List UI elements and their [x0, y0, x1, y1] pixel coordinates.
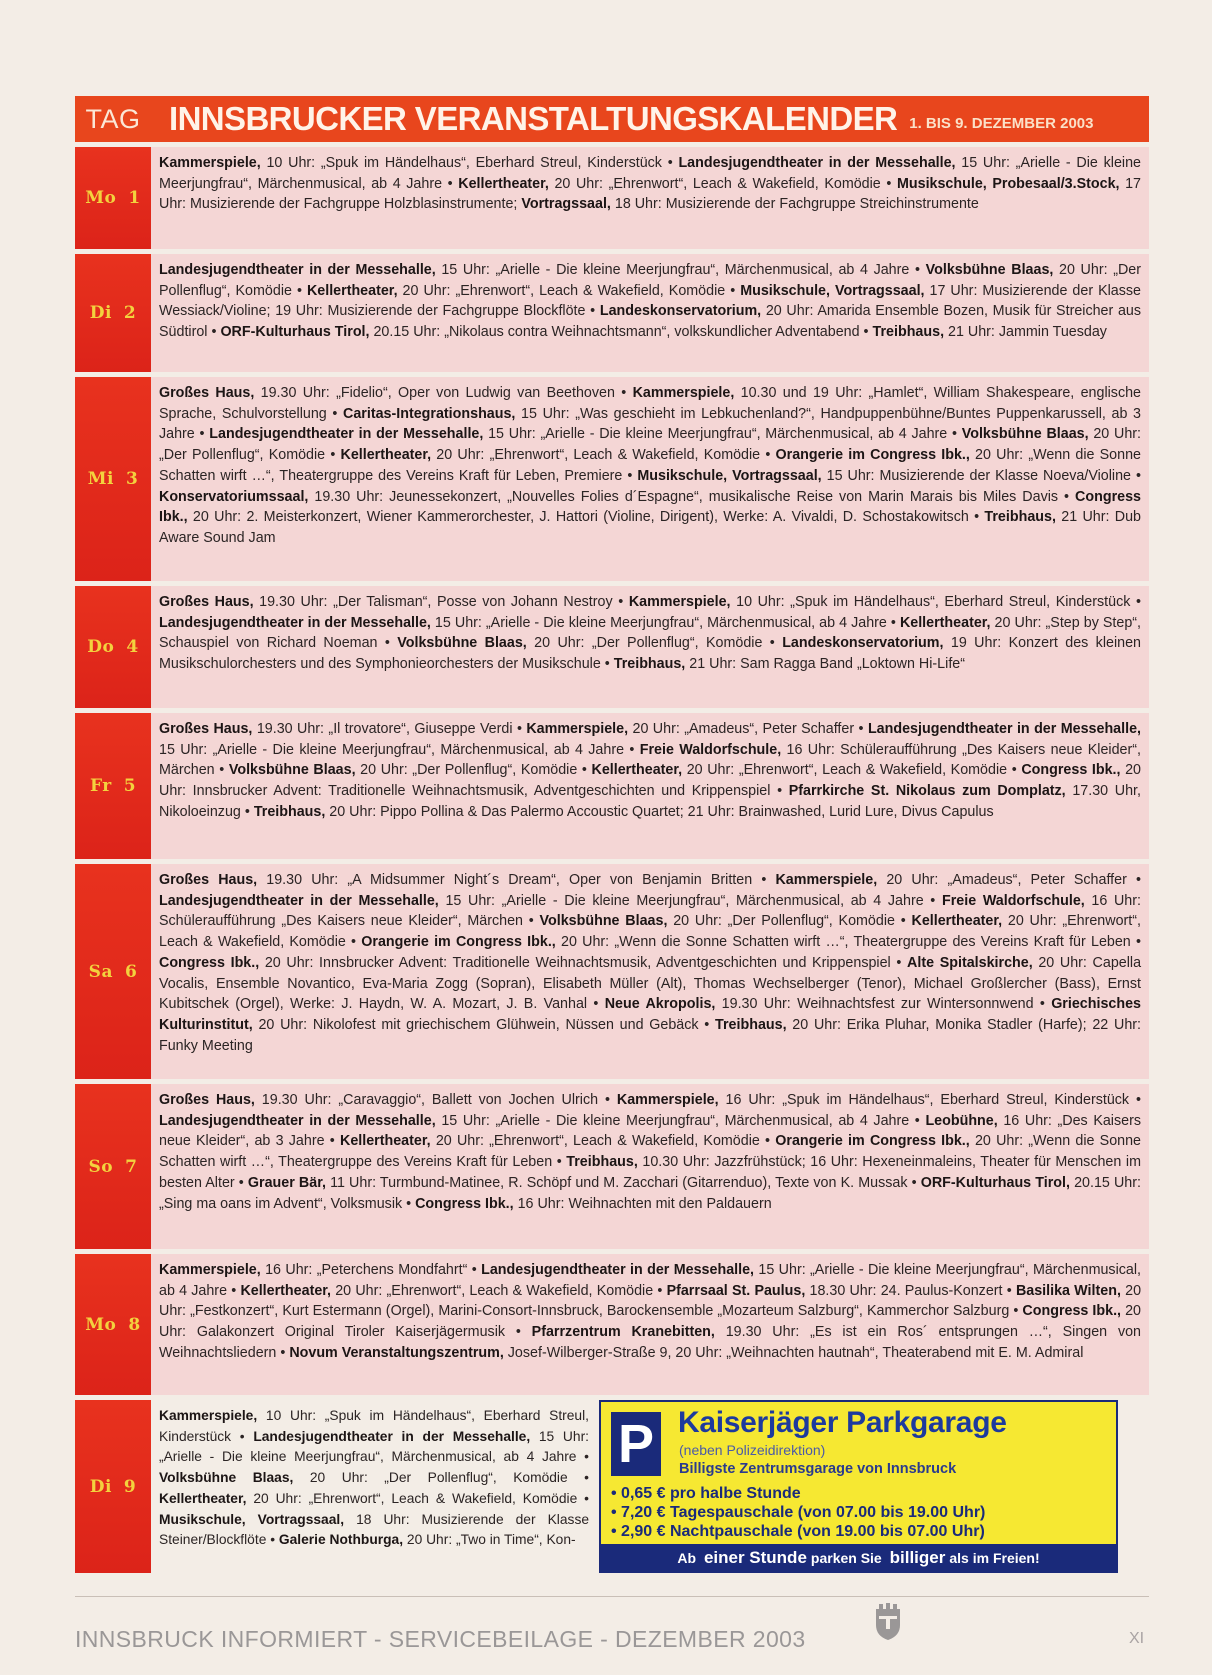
venue-name: Kammerspiele, [775, 872, 878, 888]
venue-name: Volksbühne Blaas, [397, 635, 527, 652]
event-details: 20 Uhr: „Wenn die Sonne Schatten wirft …“, Theatergruppe des Vereins Kraft für Leben • [555, 934, 1141, 951]
venue-name: Landesjugendtheater in der Messehalle, [867, 721, 1141, 737]
venue-name: Congress Ibk., [1022, 1303, 1122, 1320]
venue-name: Kellertheater, [340, 1133, 431, 1150]
event-details: 19.30 Uhr: „Il trovatore“, Giuseppe Verdi • [252, 721, 527, 737]
venue-name: Treibhaus, [984, 509, 1056, 526]
header-tag-label: TAG [85, 103, 141, 134]
price-list [611, 1484, 985, 1541]
venue-name: Kellertheater, [911, 913, 1003, 930]
event-details: 15 Uhr: „Arielle - Die kleine Meerjungfrau“, Märchenmusical, ab 4 Jahre • [159, 1262, 1141, 1299]
event-details: 20 Uhr: Pippo Pollina & Das Palermo Accoustic Quartet; 21 Uhr: Brainwashed, Lurid Lure, Divus Capulus [325, 803, 994, 820]
venue-name: Treibhaus, [566, 1154, 638, 1171]
venue-name: Kellertheater, [306, 282, 398, 299]
day-events [151, 1400, 599, 1573]
weekday-abbr: Fr [89, 776, 112, 796]
event-details: 19.30 Uhr: „A Midsummer Night´s Dream“, Oper von Benjamin Britten • [257, 872, 776, 888]
venue-name: Pfarrkirche St. Nikolaus zum Domplatz, [788, 783, 1066, 800]
event-calendar [75, 96, 1149, 1573]
venue-name: Alte Spitalskirche, [907, 954, 1033, 971]
day-label [75, 586, 151, 708]
weekday-abbr: Mo [85, 188, 117, 208]
venue-name: Kammerspiele, [159, 1262, 261, 1278]
event-details: 15 Uhr: Musizierende der Klasse Noeva/Violine • [821, 467, 1141, 484]
venue-name: Kellertheater, [159, 1490, 247, 1506]
event-details: 19.30 Uhr: „Caravaggio“, Ballett von Jochen Ulrich • [254, 1092, 617, 1108]
venue-name: Basilika Wilten, [1015, 1282, 1121, 1299]
venue-name: ORF-Kulturhaus Tirol, [220, 324, 370, 341]
day-label [75, 1084, 151, 1249]
price-item: • 0,65 € pro halbe Stunde [611, 1485, 801, 1502]
footer-publication: INNSBRUCK INFORMIERT - SERVICEBEILAGE - DEZEMBER 2003 [75, 1626, 806, 1652]
day-events [151, 147, 1149, 249]
event-details: 20 Uhr: „Amadeus“, Peter Schaffer • [877, 872, 1141, 888]
venue-name: Großes Haus, [159, 872, 258, 888]
event-details: 20 Uhr: „Ehrenwort“, Leach & Wakefield, Komödie • [246, 1490, 589, 1506]
weekday-abbr: Di [89, 303, 112, 323]
venue-name: Treibhaus, [715, 1016, 787, 1033]
event-details: 19 Uhr: Konzert des kleinen Musikschulorchesters und des Symphonieorchesters der Musikschule • [159, 635, 1141, 673]
event-details: 18 Uhr: Musizierende der Fachgruppe Streichinstrumente [610, 196, 979, 213]
event-details: 16 Uhr: Schüleraufführung „Des Kaisers neue Kleider“, Märchen • [159, 892, 1141, 930]
weekday-abbr: So [88, 1156, 114, 1177]
ad-title: Kaiserjäger Parkgarage [678, 1406, 1007, 1439]
slogan-part: Ab [677, 1549, 697, 1566]
event-details: 17 Uhr: Musizierende der Fachgruppe Holzblasinstrumente; [159, 175, 1142, 213]
venue-name: Volksbühne Blaas, [159, 1470, 294, 1486]
weekday-abbr: Sa [88, 961, 113, 982]
event-details: 20.15 Uhr: „Nikolaus contra Weihnachtsmann“, volkskundlicher Adventabend • [369, 324, 873, 341]
day-row [75, 713, 1149, 859]
event-details: 19.30 Uhr: „Der Talisman“, Posse von Johann Nestroy • [253, 594, 629, 610]
footer-divider [75, 1596, 1149, 1597]
venue-name: Musikschule, Vortragssaal, [740, 282, 925, 299]
venue-name: Kellertheater, [591, 762, 683, 779]
event-details: 20 Uhr: „Step by Step“, Schauspiel von Richard Noeman • [159, 614, 1142, 652]
event-details: 20 Uhr: „Der Pollenflug“, Komödie • [293, 1470, 589, 1486]
venue-name: Freie Waldorfschule, [941, 892, 1085, 909]
event-details: 20 Uhr: „Ehrenwort“, Leach & Wakefield, Komödie • [430, 1133, 776, 1150]
event-details: 20 Uhr: „Two in Time“, Kon- [403, 1532, 576, 1548]
venue-name: Kammerspiele, [632, 385, 735, 401]
ad-tagline: Billigste Zentrumsgarage von Innsbruck [679, 1461, 957, 1477]
event-details: 21 Uhr: Dub Aware Sound Jam [159, 509, 1141, 546]
venue-name: Landesjugendtheater in der Messehalle, [481, 1262, 755, 1278]
coat-of-arms-icon [873, 1603, 903, 1641]
event-details: 15 Uhr: „Arielle - Die kleine Meerjungfrau“, Märchenmusical, ab 4 Jahre • [159, 741, 640, 758]
day-number: 4 [126, 637, 139, 657]
day-events [151, 586, 1149, 708]
venue-name: Griechisches Kulturinstitut, [159, 996, 1141, 1033]
venue-name: Volksbühne Blaas, [228, 762, 356, 779]
event-details: 20 Uhr: „Der Pollenflug“, Komödie • [667, 913, 912, 930]
event-details: 16 Uhr: „Spuk im Händelhaus“, Eberhard Streul, Kinderstück • [718, 1092, 1141, 1108]
venue-name: Großes Haus, [159, 594, 254, 610]
venue-name: Grauer Bär, [247, 1174, 326, 1191]
event-details: 20 Uhr: „Ehrenwort“, Leach & Wakefield, Komödie • [331, 1282, 667, 1299]
venue-name: Treibhaus, [613, 656, 686, 673]
venue-name: Musikschule, Probesaal/3.Stock, [896, 175, 1120, 192]
venue-name: Landesjugendtheater in der Messehalle, [159, 614, 431, 631]
event-details: 20 Uhr: Innsbrucker Advent: Traditionelle Weihnachtsmusik, Adventgeschichten und Krippenspiel • [259, 954, 908, 971]
event-details: 20 Uhr: „Festkonzert“, Kurt Estermann (Orgel), Marini-Consort-Innsbruck, Barockensemble „Mozarteum Salzburg“, Kammerchor Salzburg • [159, 1282, 1142, 1320]
venue-name: Landesjugendtheater in der Messehalle, [159, 262, 436, 278]
venue-name: Kellertheater, [899, 614, 991, 631]
day-row [75, 377, 1149, 581]
venue-name: Congress Ibk., [159, 954, 260, 971]
venue-name: Treibhaus, [872, 324, 945, 341]
parking-icon: P [611, 1412, 661, 1476]
weekday-abbr: Do [87, 637, 115, 657]
event-details: 20 Uhr: Innsbrucker Advent: Traditionelle Weihnachtsmusik, Adventgeschichten und Krippenspiel • [159, 762, 1141, 800]
event-details: 15 Uhr: „Arielle - Die kleine Meerjungfrau“, Märchenmusical, ab 4 Jahre • [438, 892, 942, 909]
event-details: 20 Uhr: „Ehrenwort“, Leach & Wakefield, Komödie • [397, 282, 741, 299]
slogan-part: parken Sie [810, 1549, 882, 1566]
venue-name: ORF-Kulturhaus Tirol, [920, 1174, 1070, 1191]
day-label [75, 713, 151, 859]
venue-name: Volksbühne Blaas, [961, 426, 1089, 443]
weekday-abbr: Di [89, 1476, 112, 1497]
event-details: 10 Uhr: „Spuk im Händelhaus“, Eberhard Streul, Kinderstück • [260, 155, 679, 171]
day-label [75, 1254, 151, 1395]
event-details: 18.30 Uhr: 24. Paulus-Konzert • [805, 1282, 1016, 1299]
weekday-abbr: Mo [85, 1314, 117, 1335]
venue-name: Kammerspiele, [616, 1092, 719, 1108]
venue-name: Landesjugendtheater in der Messehalle, [209, 426, 484, 443]
event-details: 20 Uhr: Amarida Ensemble Bozen, Musik für Streicher aus Südtirol • [159, 303, 1141, 341]
day-number: 5 [123, 776, 137, 796]
event-details: 20 Uhr: 2. Meisterkonzert, Wiener Kammerorchester, J. Hattori (Violine, Dirigent), Werke: A. Vivaldi, D. Schostakowitsch • [187, 509, 985, 526]
slogan-part: als im Freien! [949, 1549, 1040, 1566]
venue-name: Kellertheater, [458, 175, 549, 192]
event-details: 15 Uhr: „Arielle - Die kleine Meerjungfrau“, Märchenmusical, ab 4 Jahre • [159, 155, 1141, 192]
event-details: 19.30 Uhr: Jeunessekonzert, „Nouvelles Folies d´Espagne“, musikalische Reise von Marin Marais bis Miles Davis • [308, 488, 1076, 505]
event-details: 20 Uhr: Capella Vocalis, Ensemble Novantico, Eva-Maria Zogg (Sopran), Elisabeth Müller (Alt), Thomas Wechselberger (Tenor), Michael Großlercher (Bass), Ernst Kubitschek (Orgel), Werke: J. Haydn, W. A. Mozart, J. B. Vanhal • [159, 954, 1142, 1013]
venue-name: Pfarrzentrum Kranebitten, [531, 1324, 715, 1341]
venue-name: Kammerspiele, [159, 1408, 258, 1423]
day-label [75, 254, 151, 372]
event-details: 20.15 Uhr: „Sing ma oans im Advent“, Volksmusik • [159, 1174, 1141, 1212]
price-item: • 7,20 € Tagespauschale (von 07.00 bis 19.00 Uhr) [611, 1504, 986, 1521]
venue-name: Volksbühne Blaas, [925, 262, 1054, 278]
venue-name: Landeskonservatorium, [599, 303, 762, 320]
day-events [151, 1254, 1149, 1395]
event-details: 15 Uhr: „Was geschieht im Lebkuchenland?“, Handpuppenbühne/Buntes Puppenkarussell, ab 3 Jahre • [159, 405, 1142, 443]
day-number: 9 [123, 1476, 137, 1497]
event-details: 20 Uhr: „Wenn die Sonne Schatten wirft …“, Theatergruppe des Vereins Kraft für Leben • [159, 1133, 1142, 1171]
venue-name: Landesjugendtheater in der Messehalle, [159, 1112, 436, 1129]
day-events [151, 254, 1149, 372]
venue-name: Großes Haus, [159, 721, 253, 737]
day-row [75, 147, 1149, 249]
venue-name: Congress Ibk., [1021, 762, 1121, 779]
day-number: 2 [123, 303, 137, 323]
event-details: 15 Uhr: „Arielle - Die kleine Meerjungfrau“, Märchenmusical, ab 4 Jahre • [483, 426, 962, 443]
event-details: 20 Uhr: „Der Pollenflug“, Komödie • [159, 426, 1142, 464]
slogan-emphasis: billiger [889, 1547, 946, 1567]
venue-name: Großes Haus, [159, 385, 255, 401]
venue-name: Treibhaus, [253, 803, 326, 820]
venue-name: Orangerie im Congress Ibk., [775, 1133, 970, 1150]
day-label [75, 377, 151, 581]
event-details: 21 Uhr: Jammin Tuesday [944, 324, 1107, 341]
event-details: 20 Uhr: Nikolofest mit griechischem Glühwein, Nüssen und Gebäck • [252, 1016, 716, 1033]
day-row [75, 254, 1149, 372]
day-label [75, 864, 151, 1079]
venue-name: Landeskonservatorium, [782, 635, 944, 652]
day-number: 8 [128, 1314, 141, 1335]
day-number: 3 [125, 469, 139, 489]
event-details: 10.30 und 19 Uhr: „Hamlet“, William Shakespeare, englische Sprache, Schulvorstellung • [159, 385, 1141, 422]
event-details: 15 Uhr: „Arielle - Die kleine Meerjungfrau“, Märchenmusical, ab 4 Jahre • [430, 614, 900, 631]
day-row [75, 586, 1149, 708]
venue-name: Kellertheater, [340, 447, 432, 464]
calendar-title: INNSBRUCKER VERANSTALTUNGSKALENDER [169, 100, 898, 137]
event-details: 10.30 Uhr: Jazzfrühstück; 16 Uhr: Hexeneinmaleins, Theater für Menschen im besten Alter • [159, 1154, 1141, 1191]
event-details: 20 Uhr: „Wenn die Sonne Schatten wirft …“, Theatergruppe des Vereins Kraft für Leben, Premiere • [159, 447, 1141, 484]
venue-name: Leobühne, [925, 1112, 998, 1129]
event-details: 20 Uhr: „Der Pollenflug“, Komödie • [355, 762, 592, 779]
venue-name: Kellertheater, [240, 1282, 332, 1299]
event-details: 16 Uhr: Weihnachten mit den Paldauern [513, 1195, 772, 1212]
event-details: 16 Uhr: „Des Kaisers neue Kleider“, ab 3 Jahre • [159, 1112, 1141, 1150]
event-details: 16 Uhr: „Peterchens Mondfahrt“ • [260, 1262, 482, 1278]
event-details: 20 Uhr: Galakonzert Original Tiroler Kaiserjägermusik • [159, 1303, 1141, 1341]
venue-name: Congress Ibk., [415, 1195, 514, 1212]
day-label [75, 1400, 151, 1573]
event-details: 20 Uhr: „Ehrenwort“, Leach & Wakefield, Komödie • [548, 175, 897, 192]
venue-name: Volksbühne Blaas, [539, 913, 668, 930]
event-details: 20 Uhr: „Ehrenwort“, Leach & Wakefield, Komödie • [159, 913, 1142, 951]
event-details: 20 Uhr: „Ehrenwort“, Leach & Wakefield, Komödie • [682, 762, 1022, 779]
event-details: 15 Uhr: „Arielle - Die kleine Meerjungfrau“, Märchenmusical, ab 4 Jahre • [435, 1112, 926, 1129]
venue-name: Kammerspiele, [159, 155, 261, 171]
day-rows [75, 147, 1149, 1573]
slogan-emphasis: einer Stunde [703, 1547, 807, 1567]
event-details: 19.30 Uhr: „Es ist ein Ros´ entsprungen …“, Singen von Weihnachtsliedern • [159, 1324, 1141, 1361]
day-events [151, 377, 1149, 581]
event-details: 11 Uhr: Turmbund-Matinee, R. Schöpf und M. Zacchari (Gitarrenduo), Texte von K. Mussak • [325, 1174, 921, 1191]
event-details: 17 Uhr: Musizierende der Klasse Wessiack/Violine; 19 Uhr: Musizierende der Fachgruppe Blockflöte • [159, 282, 1142, 320]
day-row [75, 1254, 1149, 1395]
venue-name: Landesjugendtheater in der Messehalle, [159, 892, 439, 909]
event-details: Josef-Wilberger-Straße 9, 20 Uhr: „Weihnachten hautnah“, Theaterabend mit E. M. Admiral [503, 1344, 1084, 1361]
event-details: 19.30 Uhr: „Fidelio“, Oper von Ludwig van Beethoven • [254, 385, 633, 401]
venue-name: Pfarrsaal St. Paulus, [666, 1282, 806, 1299]
day-events [151, 1084, 1149, 1249]
ad-subtitle: (neben Polizeidirektion) [679, 1442, 826, 1458]
parking-advertisement [599, 1400, 1118, 1573]
event-details: 20 Uhr: „Der Pollenflug“, Komödie • [526, 635, 783, 652]
venue-name: Kammerspiele, [628, 594, 731, 610]
event-details: 21 Uhr: Sam Ragga Band „Loktown Hi-Life“ [685, 656, 965, 673]
calendar-header [75, 96, 1149, 142]
event-details: 10 Uhr: „Spuk im Händelhaus“, Eberhard Streul, Kinderstück • [730, 594, 1141, 610]
venue-name: Konservatoriumssaal, [159, 488, 309, 505]
day-row [75, 1084, 1149, 1249]
event-details: 16 Uhr: Schüleraufführung „Des Kaisers neue Kleider“, Märchen • [159, 741, 1141, 779]
date-range: 1. BIS 9. DEZEMBER 2003 [909, 114, 1094, 132]
ad-slogan [601, 1544, 1116, 1571]
day-row [75, 864, 1149, 1079]
venue-name: Caritas-Integrationshaus, [343, 405, 516, 422]
venue-name: Congress Ibk., [159, 488, 1141, 526]
day-number: 7 [125, 1156, 138, 1177]
price-item: • 2,90 € Nachtpauschale (von 19.00 bis 07.00 Uhr) [611, 1523, 985, 1540]
venue-name: Musikschule, Vortragssaal, [637, 467, 822, 484]
venue-name: Großes Haus, [159, 1092, 255, 1108]
day-events [151, 864, 1149, 1079]
day-row [75, 1400, 1149, 1573]
day-label [75, 147, 151, 249]
venue-name: Neue Akropolis, [604, 996, 716, 1013]
day-events [151, 713, 1149, 859]
venue-name: Vortragssaal, [521, 196, 611, 213]
venue-name: Freie Waldorfschule, [639, 741, 782, 758]
event-details: 20 Uhr: „Ehrenwort“, Leach & Wakefield, Komödie • [431, 447, 776, 464]
event-details: 15 Uhr: „Arielle - Die kleine Meerjungfrau“, Märchenmusical, ab 4 Jahre • [435, 262, 926, 278]
venue-name: Orangerie im Congress Ibk., [775, 447, 970, 464]
event-details: 10 Uhr: „Spuk im Händelhaus“, Eberhard Streul, Kinderstück • [159, 1408, 589, 1444]
venue-name: Landesjugendtheater in der Messehalle, [678, 155, 956, 171]
day-number: 1 [128, 188, 141, 208]
event-details: 17.30 Uhr, Nikoloeinzug • [159, 783, 1141, 820]
venue-name: Kammerspiele, [526, 721, 629, 737]
event-details: 20 Uhr: „Amadeus“, Peter Schaffer • [628, 721, 868, 737]
day-number: 6 [124, 961, 138, 982]
page-number: XI [1129, 1630, 1145, 1647]
event-details: 15 Uhr: „Arielle - Die kleine Meerjungfrau“, Märchenmusical, ab 4 Jahre • [159, 1428, 589, 1465]
event-details: 18 Uhr: Musizierende der Klasse Steiner/Blockflöte • [159, 1511, 590, 1548]
venue-name: Landesjugendtheater in der Messehalle, [253, 1428, 531, 1444]
venue-name: Novum Veranstaltungszentrum, [289, 1344, 504, 1361]
event-details: 19.30 Uhr: Weihnachtsfest zur Wintersonnwend • [715, 996, 1052, 1013]
venue-name: Musikschule, Vortragssaal, [159, 1511, 345, 1527]
event-details: 20 Uhr: „Der Pollenflug“, Komödie • [159, 262, 1141, 299]
venue-name: Orangerie im Congress Ibk., [361, 934, 556, 951]
weekday-abbr: Mi [87, 469, 114, 489]
venue-name: Galerie Nothburga, [278, 1532, 404, 1548]
event-details: 20 Uhr: Erika Pluhar, Monika Stadler (Harfe); 22 Uhr: Funky Meeting [159, 1016, 1141, 1054]
